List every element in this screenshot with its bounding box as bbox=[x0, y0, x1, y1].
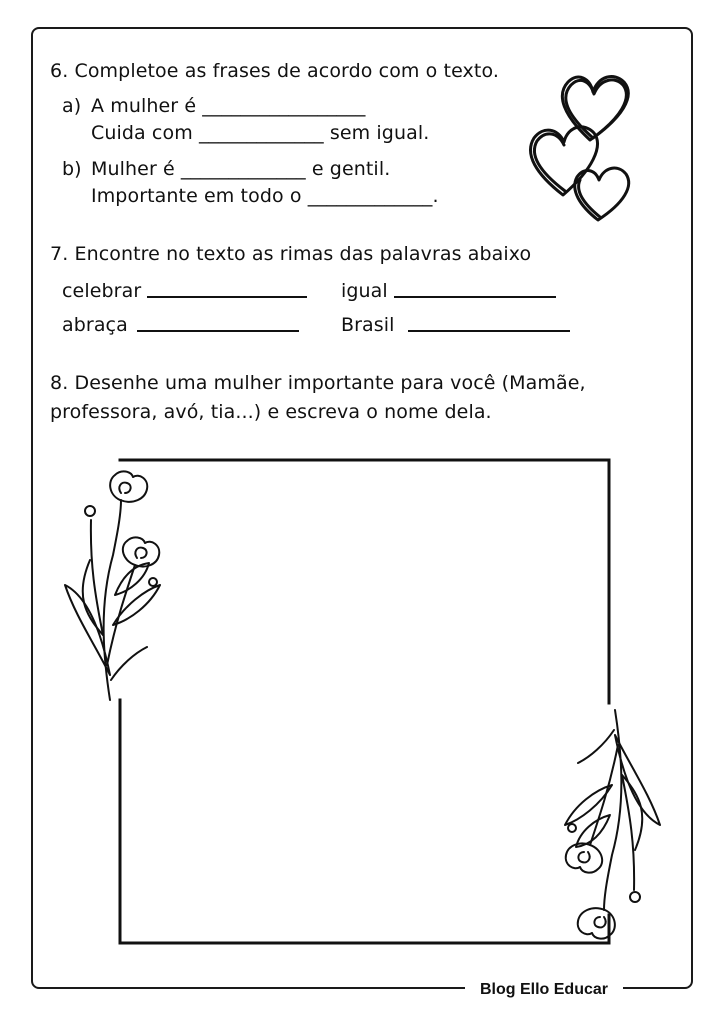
flower-branch-bottom-right-icon bbox=[560, 705, 670, 945]
question-8-line-2: professora, avó, tia...) e escreva o nome dela. bbox=[50, 401, 492, 423]
word-brasil: Brasil bbox=[341, 314, 395, 336]
word-abraca: abraça bbox=[62, 314, 128, 336]
question-6-title: 6. Completoe as frases de acordo com o texto. bbox=[50, 60, 499, 82]
footer-brand: Blog Ello Educar bbox=[465, 981, 623, 999]
item-a-label: a) bbox=[62, 95, 82, 117]
item-b-line-1: Mulher é _____________ e gentil. bbox=[91, 158, 391, 180]
flower-branch-top-left-icon bbox=[55, 465, 165, 705]
item-a-line-2: Cuida com _____________ sem igual. bbox=[91, 122, 430, 144]
item-b-label: b) bbox=[62, 158, 82, 180]
item-a-line-1: A mulher é _________________ bbox=[91, 95, 366, 117]
question-7-title: 7. Encontre no texto as rimas das palavras abaixo bbox=[50, 243, 532, 265]
question-8-line-1: 8. Desenhe uma mulher importante para você (Mamãe, bbox=[50, 372, 586, 394]
word-celebrar: celebrar bbox=[62, 280, 142, 302]
word-igual: igual bbox=[341, 280, 388, 302]
item-b-line-2: Importante em todo o _____________. bbox=[91, 185, 439, 207]
